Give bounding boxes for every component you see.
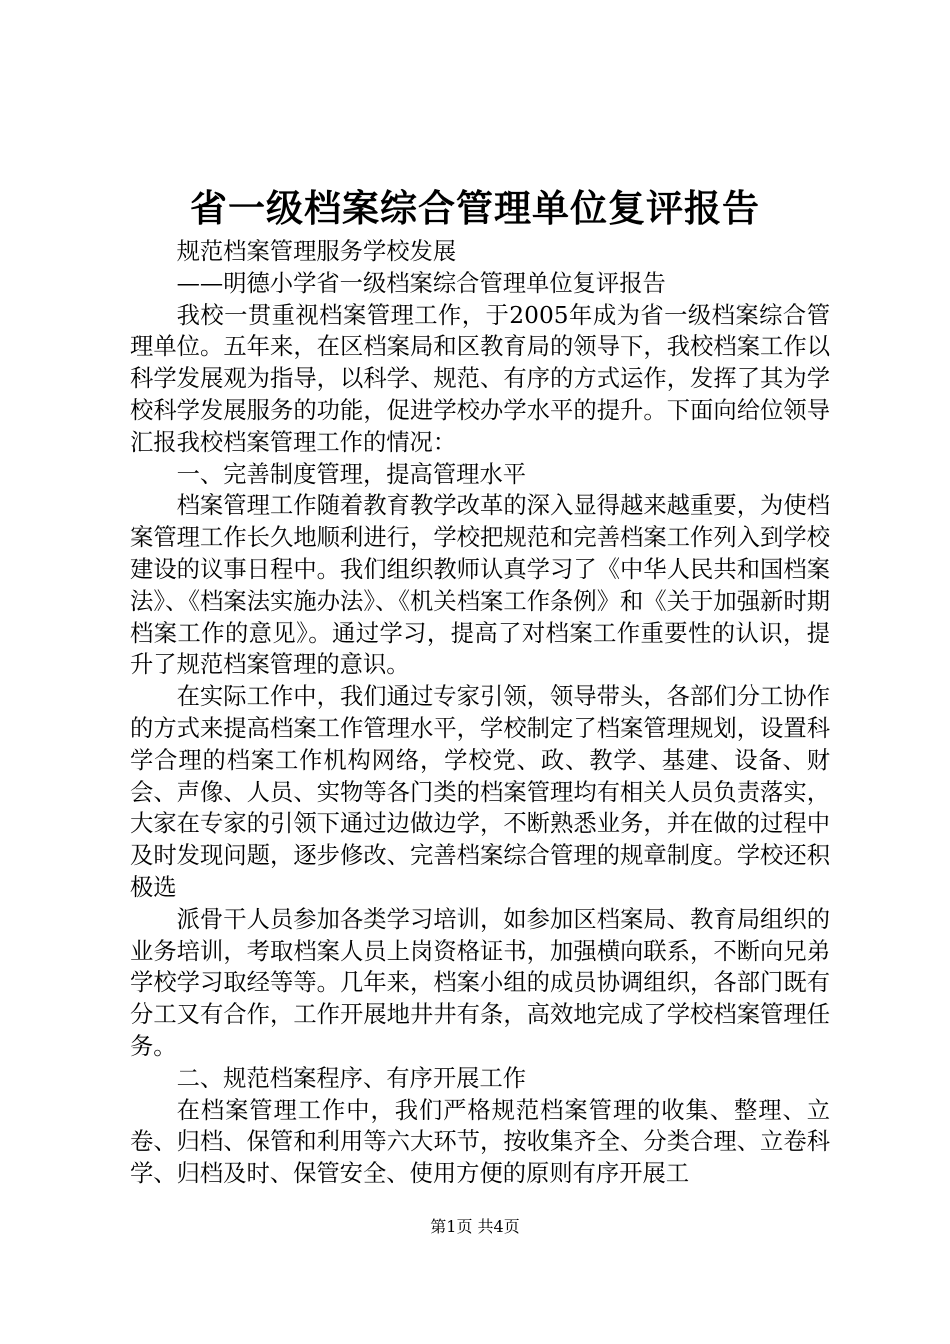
subtitle: 规范档案管理服务学校发展 [176, 238, 457, 265]
section-heading-2: 二、规范档案程序、有序开展工作 [176, 1064, 527, 1092]
section-heading-1: 一、完善制度管理，提高管理水平 [176, 460, 527, 488]
paragraph: 在实际工作中，我们通过专家引领，领导带头，各部们分工协作的方式来提高档案工作管理水平，学校制定了档案管理规划，设置科学合理的档案工作机构网络，学校党、政、教学、基建、设备、财会、声像、人员、实物等各门类的档案管理均有相关人员负责落实，大家在专家的引领下通过边做边学，不断熟悉业务，并在做的过程中及时发现问题，逐步修改、完善档案综合管理的规章制度。学校还积极选 [130, 683, 830, 901]
page-number-footer: 第1页 共4页 [430, 1217, 520, 1236]
subtitle-report-name: ——明德小学省一级档案综合管理单位复评报告 [176, 269, 666, 297]
paragraph: 档案管理工作随着教育教学改革的深入显得越来越重要，为使档案管理工作长久地顺利进行，学校把规范和完善档案工作列入到学校建设的议事日程中。我们组织教师认真学习了《中华人民共和国档案法》、《档案法实施办法》、《机关档案工作条例》和《关于加强新时期档案工作的意见》。通过学习，提高了对档案工作重要性的认识，提升了规范档案管理的意识。 [130, 492, 830, 679]
document-title: 省一级档案综合管理单位复评报告 [190, 186, 760, 230]
paragraph: 在档案管理工作中，我们严格规范档案管理的收集、整理、立卷、归档、保管和利用等六大环节，按收集齐全、分类合理、立卷科学、归档及时、保管安全、使用方便的原则有序开展工 [130, 1096, 830, 1188]
paragraph: 派骨干人员参加各类学习培训，如参加区档案局、教育局组织的业务培训，考取档案人员上岗资格证书，加强横向联系，不断向兄弟学校学习取经等等。几年来，档案小组的成员协调组织，各部门既有分工又有合作，工作开展地井井有条，高效地完成了学校档案管理任务。 [130, 905, 830, 1060]
document-body [130, 236, 830, 1190]
paragraph-intro: 我校一贯重视档案管理工作，于2005年成为省一级档案综合管理单位。五年来，在区档案局和区教育局的领导下，我校档案工作以科学发展观为指导，以科学、规范、有序的方式运作，发挥了其为学校科学发展服务的功能，促进学校办学水平的提升。下面向给位领导汇报我校档案管理工作的情况： [130, 301, 830, 456]
